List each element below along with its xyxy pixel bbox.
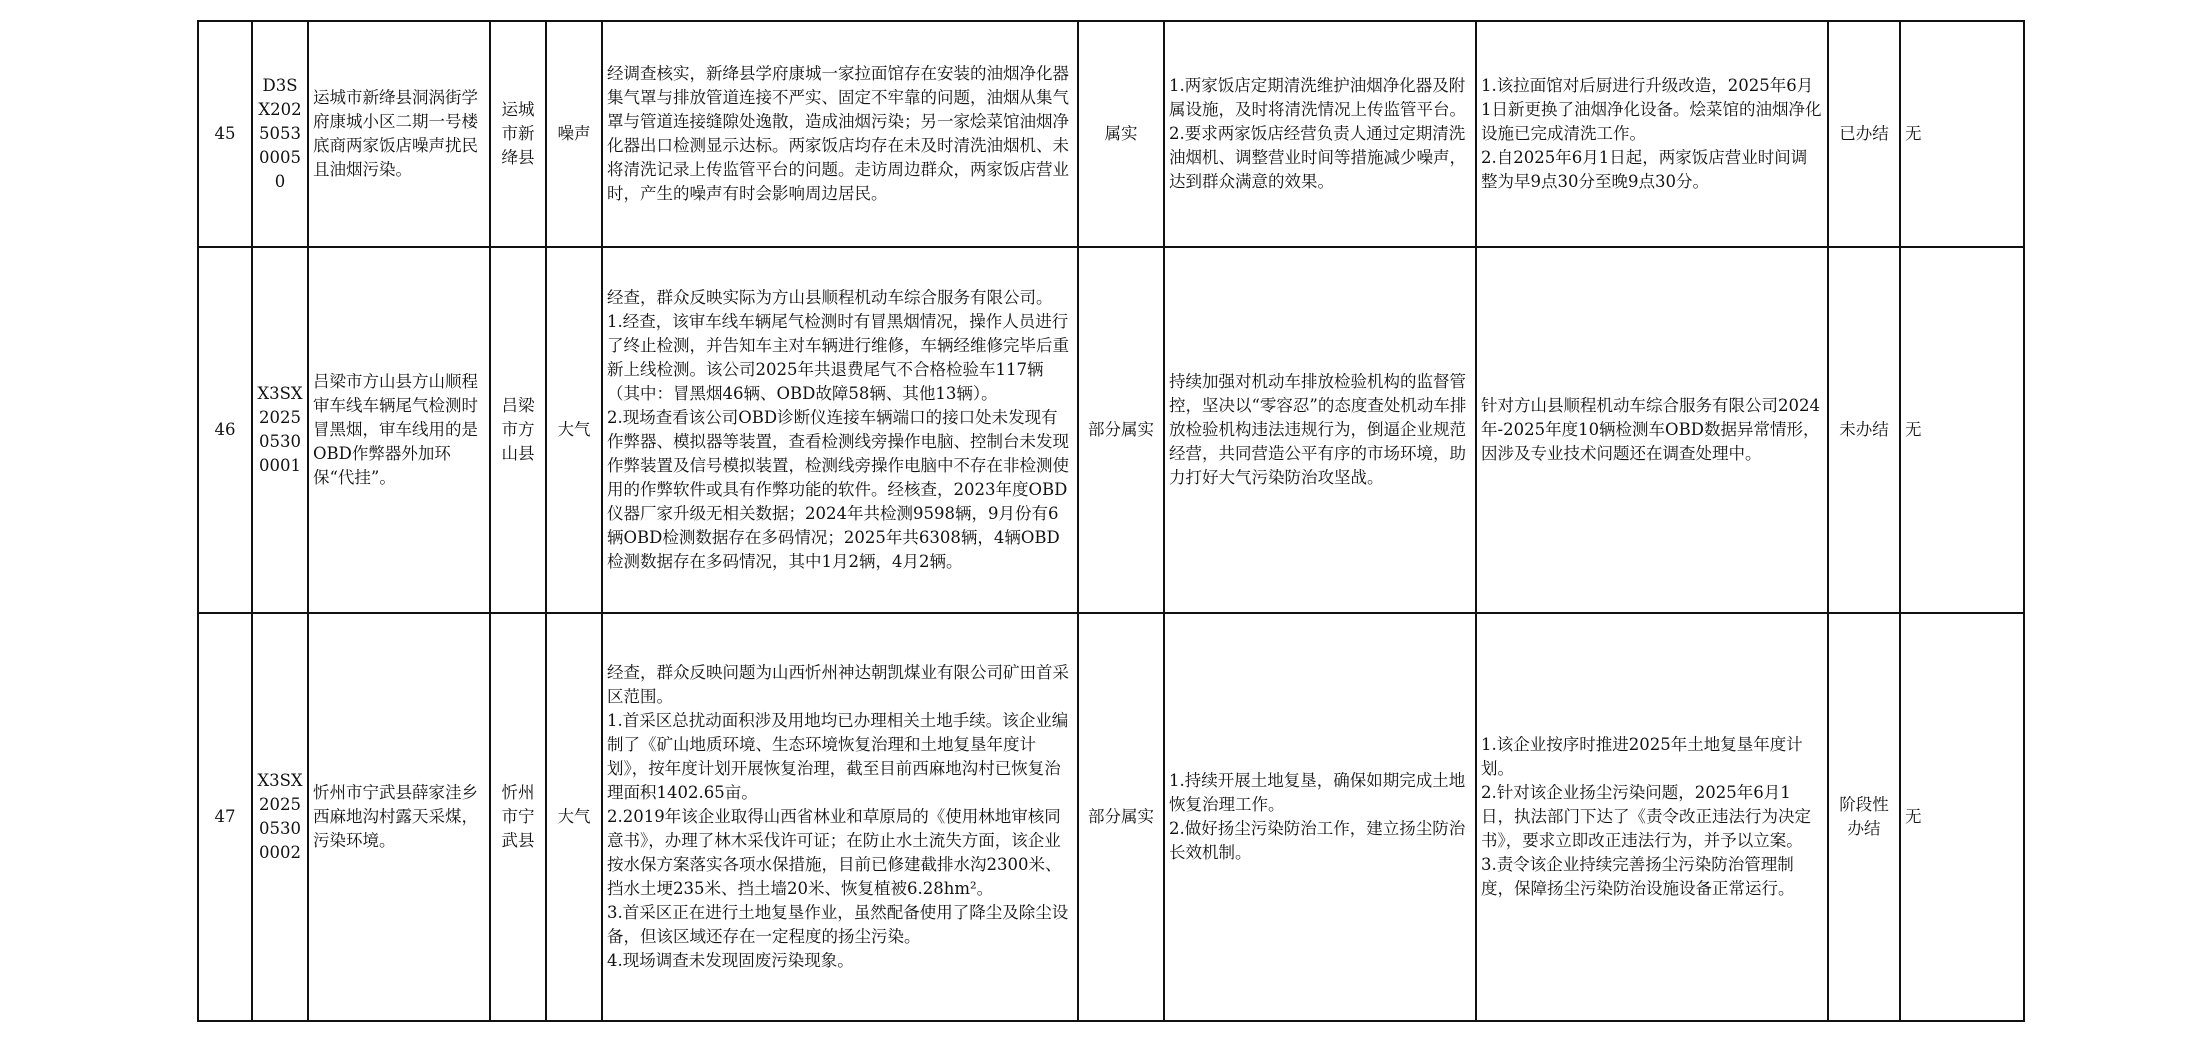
accountability: 无 xyxy=(1900,21,2024,247)
investigation-paragraph: 1.首采区总扰动面积涉及用地均已办理相关土地手续。该企业编制了《矿山地质环境、生态环境恢复治理和土地复垦年度计划》，按年度计划开展恢复治理，截至目前西麻地沟村已恢复治理面积1402.65亩。 xyxy=(607,711,1069,802)
progress-paragraph: 3.责令该企业持续完善扬尘污染防治管理制度，保障扬尘污染防治设施设备正常运行。 xyxy=(1481,855,1795,898)
completion-status: 未办结 xyxy=(1828,247,1900,613)
complaint-table xyxy=(197,20,2025,1022)
investigation-paragraph: 4.现场调查未发现固废污染现象。 xyxy=(607,951,854,970)
complaint-content: 吕梁市方山县方山顺程审车线车辆尾气检测时冒黑烟，审车线用的是OBD作弊器外加环保“代挂”。 xyxy=(308,247,490,613)
investigation-paragraph: 2.2019年该企业取得山西省林业和草原局的《使用林地审核同意书》，办理了林木采伐许可证；在防止水土流失方面，该企业按水保方案落实各项水保措施，目前已修建截排水沟2300米、挡水土埂235米、挡土墙20米、恢复植被6.28hm²。 xyxy=(607,807,1062,898)
complaint-code: X3SX202505300002 xyxy=(252,613,308,1021)
pollution-category: 大气 xyxy=(546,613,602,1021)
complaint-code: X3SX202505300001 xyxy=(252,247,308,613)
investigation-paragraph: 经查，群众反映实际为方山县顺程机动车综合服务有限公司。 xyxy=(607,288,1053,307)
investigation-paragraph: 经调查核实，新绛县学府康城一家拉面馆存在安装的油烟净化器集气罩与排放管道连接不严实、固定不牢靠的问题，油烟从集气罩与管道连接缝隙处逸散，造成油烟污染；另一家烩菜馆油烟净化器出口检测显示达标。两家饭店均存在未及时清洗油烟机、未将清洗记录上传监管平台的问题。走访周边群众，两家饭店营业时，产生的噪声有时会影响周边居民。 xyxy=(607,64,1069,203)
verification-result: 属实 xyxy=(1078,21,1164,247)
region: 运城市新绛县 xyxy=(490,21,546,247)
row-number: 46 xyxy=(198,247,252,613)
handling-measures xyxy=(1164,613,1476,1021)
investigation-paragraph: 经查，群众反映问题为山西忻州神达朝凯煤业有限公司矿田首采区范围。 xyxy=(607,663,1069,706)
investigation-findings xyxy=(602,247,1078,613)
progress-paragraph: 1.该拉面馆对后厨进行升级改造，2025年6月1日新更换了油烟净化设备。烩菜馆的油烟净化设施已完成清洗工作。 xyxy=(1481,76,1822,143)
measure-paragraph: 1.持续开展土地复垦，确保如期完成土地恢复治理工作。 xyxy=(1169,771,1466,814)
completion-status: 已办结 xyxy=(1828,21,1900,247)
investigation-findings xyxy=(602,21,1078,247)
row-number: 47 xyxy=(198,613,252,1021)
pollution-category: 噪声 xyxy=(546,21,602,247)
row-number: 45 xyxy=(198,21,252,247)
rectification-progress xyxy=(1476,613,1828,1021)
table-row xyxy=(198,21,2024,247)
table-row xyxy=(198,613,2024,1021)
investigation-paragraph: 1.经查，该审车线车辆尾气检测时有冒黑烟情况，操作人员进行了终止检测，并告知车主对车辆进行维修，车辆经维修完毕后重新上线检测。该公司2025年共退费尾气不合格检验车117辆（其中：冒黑烟46辆、OBD故障58辆、其他13辆）。 xyxy=(607,312,1069,403)
completion-status: 阶段性办结 xyxy=(1828,613,1900,1021)
progress-paragraph: 针对方山县顺程机动车综合服务有限公司2024年-2025年度10辆检测车OBD数据异常情形，因涉及专业技术问题还在调查处理中。 xyxy=(1481,396,1820,463)
table-row xyxy=(198,247,2024,613)
progress-paragraph: 1.该企业按序时推进2025年土地复垦年度计划。 xyxy=(1481,735,1803,778)
rectification-progress xyxy=(1476,247,1828,613)
complaint-code: D3SX202505300050 xyxy=(252,21,308,247)
investigation-findings xyxy=(602,613,1078,1021)
complaint-content: 忻州市宁武县薛家洼乡西麻地沟村露天采煤，污染环境。 xyxy=(308,613,490,1021)
complaint-content: 运城市新绛县洞涡街学府康城小区二期一号楼底商两家饭店噪声扰民且油烟污染。 xyxy=(308,21,490,247)
region: 吕梁市方山县 xyxy=(490,247,546,613)
progress-paragraph: 2.针对该企业扬尘污染问题，2025年6月1日，执法部门下达了《责令改正违法行为决定书》，要求立即改正违法行为，并予以立案。 xyxy=(1481,783,1811,850)
measure-paragraph: 1.两家饭店定期清洗维护油烟净化器及附属设施，及时将清洗情况上传监管平台。 xyxy=(1169,76,1466,119)
handling-measures xyxy=(1164,21,1476,247)
accountability: 无 xyxy=(1900,247,2024,613)
measure-paragraph: 2.要求两家饭店经营负责人通过定期清洗油烟机、调整营业时间等措施减少噪声，达到群众满意的效果。 xyxy=(1169,124,1466,191)
accountability: 无 xyxy=(1900,613,2024,1021)
rectification-progress xyxy=(1476,21,1828,247)
region: 忻州市宁武县 xyxy=(490,613,546,1021)
handling-measures xyxy=(1164,247,1476,613)
progress-paragraph: 2.自2025年6月1日起，两家饭店营业时间调整为早9点30分至晚9点30分。 xyxy=(1481,148,1808,191)
verification-result: 部分属实 xyxy=(1078,613,1164,1021)
investigation-paragraph: 3.首采区正在进行土地复垦作业，虽然配备使用了降尘及除尘设备，但该区域还存在一定程度的扬尘污染。 xyxy=(607,903,1069,946)
measure-paragraph: 2.做好扬尘污染防治工作，建立扬尘防治长效机制。 xyxy=(1169,819,1466,862)
verification-result: 部分属实 xyxy=(1078,247,1164,613)
pollution-category: 大气 xyxy=(546,247,602,613)
investigation-paragraph: 2.现场查看该公司OBD诊断仪连接车辆端口的接口处未发现有作弊器、模拟器等装置，查看检测线旁操作电脑、控制台未发现作弊装置及信号模拟装置，检测线旁操作电脑中不存在非检测使用的作弊软件或具有作弊功能的软件。经核查，2023年度OBD仪器厂家升级无相关数据；2024年共检测9598辆，9月份有6辆OBD检测数据存在多码情况；2025年共6308辆，4辆OBD检测数据存在多码情况，其中1月2辆，4月2辆。 xyxy=(607,408,1069,571)
measure-paragraph: 持续加强对机动车排放检验机构的监督管控，坚决以“零容忍”的态度查处机动车排放检验机构违法违规行为，倒逼企业规范经营，共同营造公平有序的市场环境，助力打好大气污染防治攻坚战。 xyxy=(1169,372,1467,487)
